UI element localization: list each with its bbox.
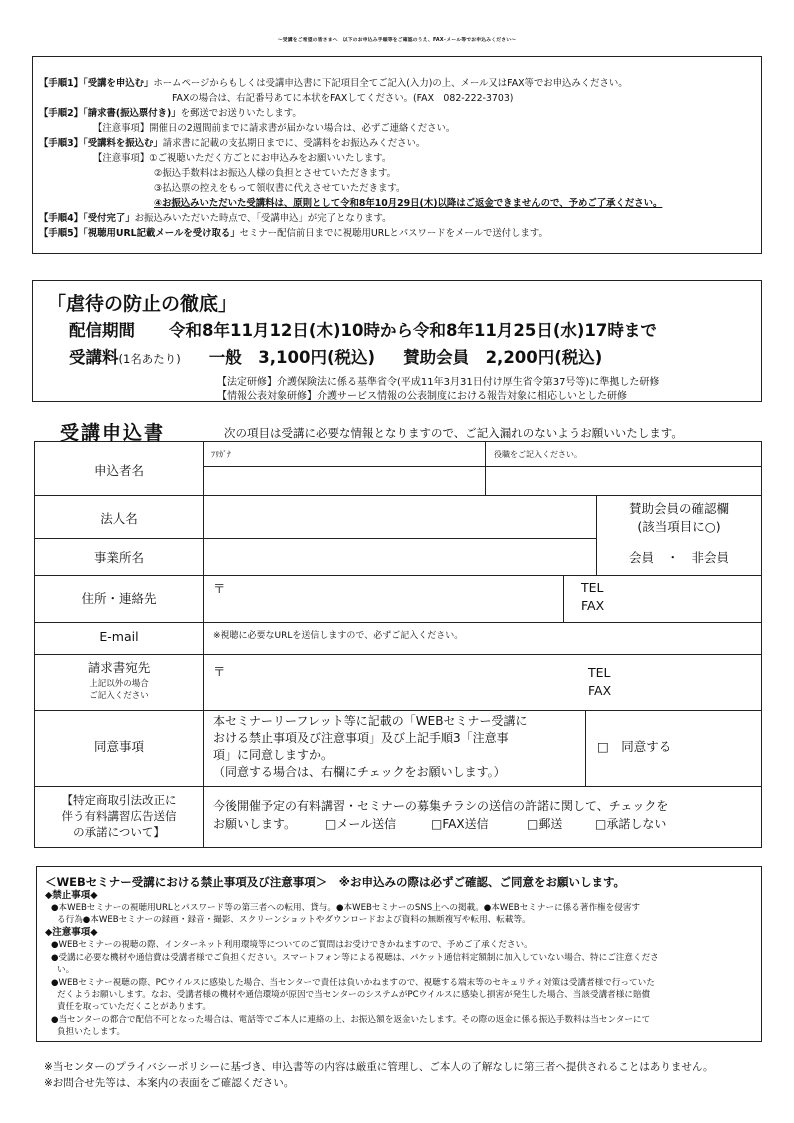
note-3: ●WEBセミナー視聴の際、PCウイルスに感染した場合、当センターで責任は負いかねますので、視聴する端末等のセキュリティ対策は受講者様で行っていた [51, 978, 655, 988]
seminar-info-box [32, 280, 762, 402]
position-hint: 役職をご記入ください。 [494, 450, 582, 459]
prohibited-2: る行為●本WEBセミナーの録画・録音・撮影、スクリーンショットやダウンロードおよび資料の無断複写や転用、転載等。 [57, 915, 531, 925]
address-field[interactable] [204, 576, 562, 621]
member-check-subheading: (該当項目に○) [637, 519, 721, 534]
form-title: 受講申込書 [60, 422, 166, 444]
tel-label: TEL [581, 580, 604, 595]
step-4-text: お振込みいただいた時点で、「受講申込」が完了となります。 [134, 213, 392, 224]
divider [563, 575, 564, 622]
divider [585, 710, 586, 786]
step-2-note: 【注意事項】開催日の2週間前までに請求書が届かない場合は、必ずご連絡ください。 [93, 123, 456, 134]
step-3-text: 請求書に記載の支払期日までに、受講料をお振込みください。 [162, 138, 426, 149]
consent-text-3: 項」に同意しますか。 [213, 748, 334, 762]
step-3-note-1: 【注意事項】①ご視聴いただく方ごとにお申込みをお願いいたします。 [93, 153, 392, 164]
billing-fax-label: FAX [588, 683, 612, 698]
caution-box [36, 866, 762, 1042]
law-label-2: 伴う有料講習広告送信 [61, 809, 177, 823]
consent-text-2: おける禁止事項及び注意事項」及び上記手順3「注意事 [213, 731, 509, 745]
step-1-fax: FAXの場合は、右記番号あてに本状をFAXしてください。(FAX 082-222-3703) [172, 93, 514, 104]
fee-general: 一般 3,100円(税込) [208, 348, 376, 367]
caution-heading: ＜WEBセミナー受講における禁止事項及び注意事項＞ ※お申込みの際は必ずご確認、ご同意をお願いします。 [45, 875, 626, 889]
step-5 [39, 229, 548, 238]
step-3-note-4: ④お振込みいただいた受講料は、原則として令和8年10月29日(木)以降はご返金できませんので、予めご了承ください。 [154, 198, 663, 209]
seminar-fee [69, 344, 602, 368]
step-2-text: を郵送でお送りいたします。 [180, 108, 302, 119]
period-value: 令和8年11月12日(木)10時から令和8年11月25日(水)17時まで [169, 321, 657, 340]
note-2b: い。 [57, 965, 75, 975]
member-options[interactable]: 会員 ・ 非会員 [628, 550, 729, 565]
law-option-mail[interactable]: □メール送信 [325, 817, 397, 831]
fee-per: (1名あたり) [118, 352, 181, 366]
applicant-name-field[interactable] [204, 467, 484, 494]
consent-text-4: （同意する場合は、右欄にチェックをお願いします。） [213, 765, 506, 779]
step-3-note-2: ②振込手数料はお振込人様の負担とさせていただきます。 [154, 168, 397, 179]
step-2 [39, 109, 302, 118]
billing-tel-label: TEL [588, 665, 611, 680]
billing-postal-mark: 〒 [213, 664, 226, 679]
note-3c: 責任を取っていただくことがあります。 [57, 1002, 212, 1012]
email-field[interactable] [204, 640, 761, 653]
corporation-label: 法人名 [100, 511, 138, 526]
divider [35, 786, 762, 787]
consent-text-1: 本セミナーリーフレット等に記載の「WEBセミナー受講に [213, 714, 528, 728]
fee-label: 受講料 [69, 348, 119, 367]
contact-note: ※お問合せ先等は、本案内の表面をご確認ください。 [44, 1077, 295, 1089]
seminar-note-legal: 【法定研修】介護保険法に係る基準省令(平成11年3月31日付け厚生省令第37号等)に準拠した研修 [217, 377, 660, 388]
corporation-field[interactable] [204, 496, 595, 537]
prohibited-1: ●本WEBセミナーの視聴用URLとパスワード等の第三者への転用、貸与。●本WEBセミナーのSNS上への掲載。●本WEBセミナーに係る著作権を侵害す [51, 903, 641, 913]
step-3-note-3: ③払込票の控えをもって領収書に代えさせていただきます。 [154, 183, 406, 194]
billing-address-field[interactable] [204, 655, 761, 709]
privacy-note: ※当センターのプライバシーポリシーに基づき、申込書等の内容は厳重に管理し、ご本人の了解なしに第三者へ提供されることはありません。 [44, 1061, 714, 1073]
divider [35, 622, 762, 623]
application-form-table [34, 441, 762, 848]
email-hint: ※視聴に必要なURLを送信しますので、必ずご記入ください。 [213, 631, 464, 641]
law-option-none[interactable]: □承諾しない [595, 817, 667, 831]
note-2: ●受講に必要な機材や通信費は受講者様でご負担ください。スマートフォン等による視聴は、パケット通信料定額制に加入していない場合、特にご注意くださ [51, 953, 659, 963]
billing-sub-2: ご記入ください [89, 691, 149, 701]
note-4b: 負担いたします。 [57, 1027, 126, 1037]
step-5-text: セミナー配信前日までに視聴用URLとパスワードをメールで送付します。 [239, 228, 548, 239]
seminar-note-public: 【情報公表対象研修】介護サービス情報の公表制度における報告対象に相応しいとした研修 [217, 391, 627, 402]
position-field[interactable] [486, 467, 761, 494]
step-3-label: 【手順3】「受講料を振込む」 [39, 138, 163, 149]
step-4 [39, 214, 391, 223]
step-1 [39, 79, 628, 88]
email-label: E-mail [99, 629, 139, 644]
seminar-period [69, 317, 657, 341]
consent-label: 同意事項 [93, 739, 144, 754]
postal-mark: 〒 [213, 581, 226, 596]
office-label: 事業所名 [93, 550, 144, 565]
note-1: ●WEBセミナーの視聴の際、インターネット利用環境等についてのご質問はお受けできかねますので、予めご了承ください。 [51, 940, 533, 950]
office-field[interactable] [204, 539, 595, 574]
form-note: 次の項目は受講に必要な情報となりますので、ご記入漏れのないようお願いいたします。 [224, 426, 683, 440]
law-label-1: 【特定商取引法改正に [61, 793, 177, 807]
step-2-label: 【手順2】「請求書(振込票付き)」 [39, 108, 181, 119]
page-header-title: ～受講をご希望の皆さまへ 以下のお申込み手順等をご確認のうえ、FAX･メール等でお申込みください～ [277, 38, 517, 43]
furigana-hint: ﾌﾘｶﾞﾅ [211, 450, 231, 459]
notes-heading: ◆注意事項◆ [45, 927, 98, 938]
fax-label: FAX [581, 598, 605, 613]
consent-checkbox[interactable]: □ 同意する [597, 739, 672, 754]
step-4-label: 【手順4】「受付完了」 [39, 213, 135, 224]
period-label: 配信期間 [69, 321, 135, 340]
law-text-1: 今後開催予定の有料講習・セミナーの募集チラシの送信の許諾に関して、チェックを [213, 799, 669, 813]
step-5-label: 【手順5】「視聴用URL記載メールを受け取る」 [39, 228, 240, 239]
law-option-post[interactable]: □郵送 [527, 817, 563, 831]
billing-sub-1: 上記以外の場合 [89, 679, 149, 689]
billing-label: 請求書宛先 [87, 660, 151, 675]
applicant-name-label: 申込者名 [93, 463, 144, 478]
step-1-text: ホームページからもしくは受講申込書に下記項目全てご記入(入力)の上、メール又はFAX等でお申込みください。 [153, 78, 628, 89]
prohibited-heading: ◆禁止事項◆ [45, 890, 98, 901]
law-text-2: お願いします。 [213, 817, 297, 831]
address-label: 住所・連絡先 [81, 591, 157, 606]
law-option-fax[interactable]: □FAX送信 [431, 817, 489, 831]
note-4: ●当センターの都合で配信不可となった場合は、電話等でご本人に連絡の上、お振込額を返金いたします。その際の返金に係る振込手数料は当センターにて [51, 1015, 651, 1025]
fee-member: 賛助会員 2,200円(税込) [403, 348, 603, 367]
application-steps-box [32, 56, 762, 254]
step-1-label: 【手順1】「受講を申込む」 [39, 78, 154, 89]
divider [35, 710, 762, 711]
step-3 [39, 139, 425, 148]
member-check-heading: 賛助会員の確認欄 [628, 501, 729, 516]
seminar-title: 「虐待の防止の徹底」 [47, 293, 238, 315]
law-label-3: の承諾について】 [73, 825, 165, 839]
note-3b: だくようお願いします。なお、受講者様の機材や通信環境が原因で当センターのシステムがPCウイルスに感染し損害が発生した場合、当該受講者様に賠償 [57, 990, 651, 1000]
